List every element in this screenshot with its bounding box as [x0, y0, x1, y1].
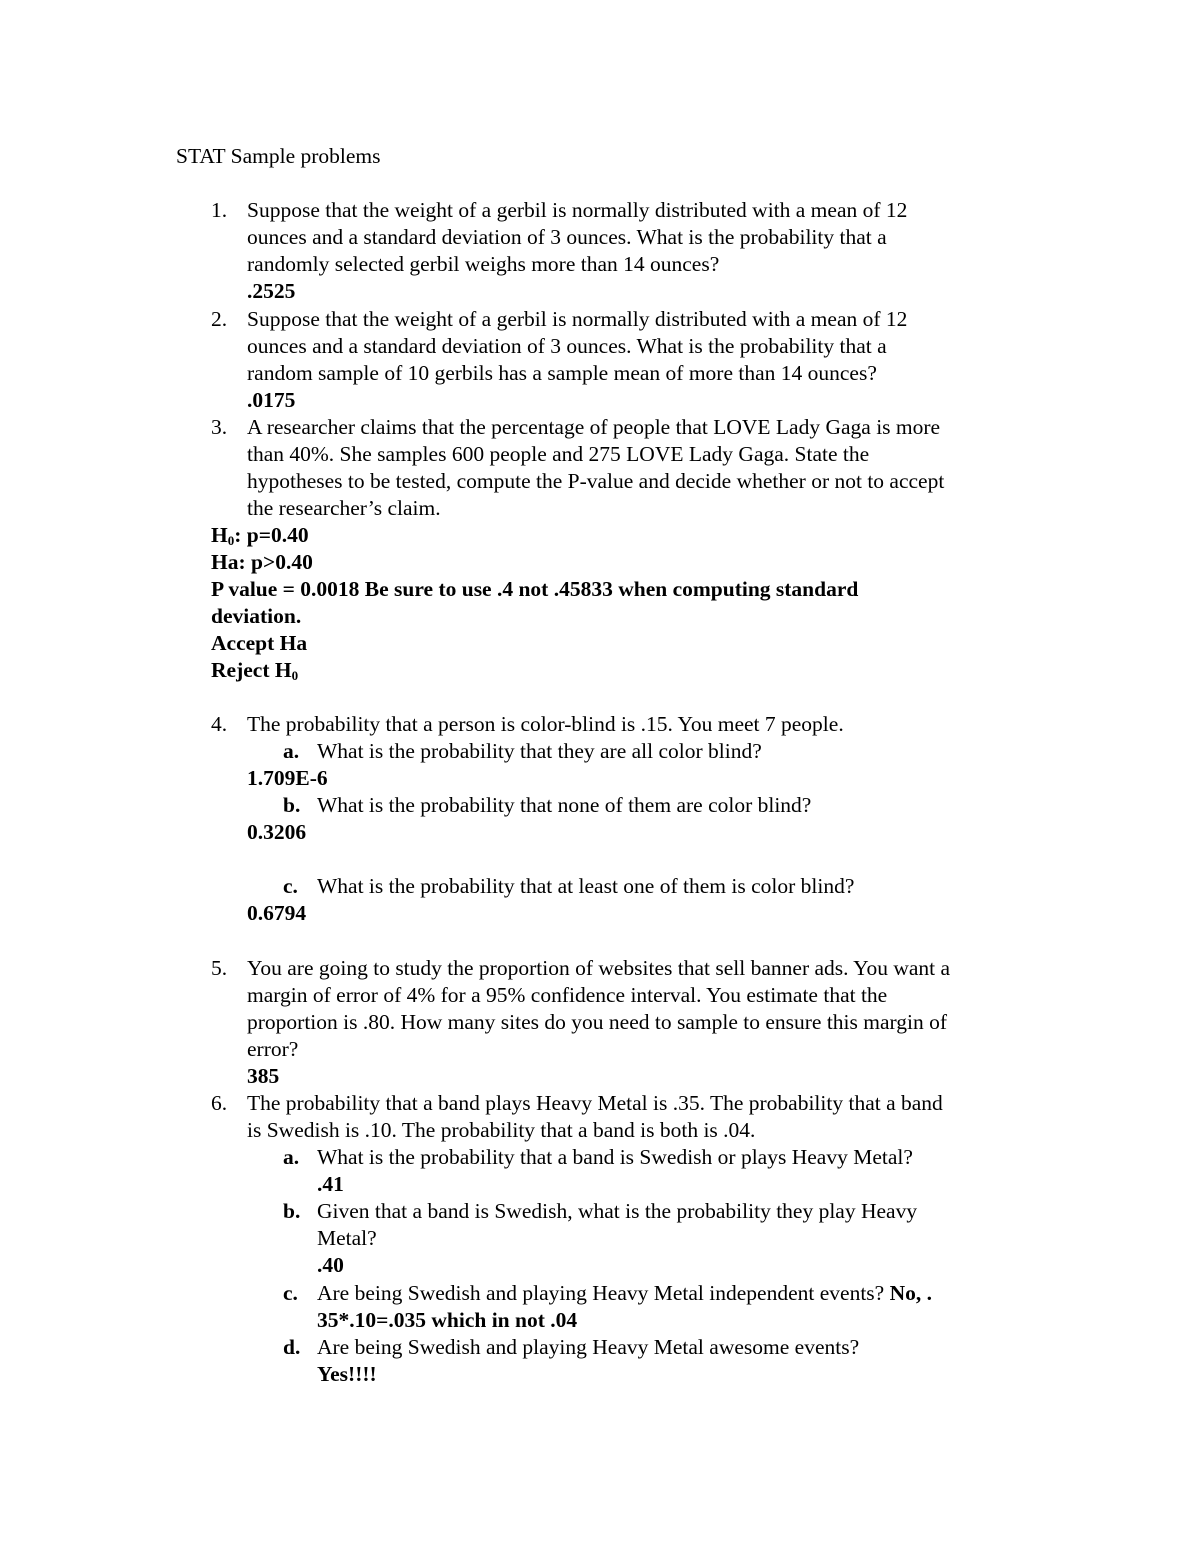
question-3-line-1: A researcher claims that the percentage of people that LOVE Lady Gaga is more: [247, 415, 941, 439]
page-title: STAT Sample problems: [176, 144, 381, 168]
question-1-line-2: ounces and a standard deviation of 3 ounces. What is the probability that a: [247, 225, 887, 249]
question-6-text: [247, 1090, 1047, 1144]
question-4b-answer: 0.3206: [247, 820, 307, 844]
question-1-number: 1.: [211, 198, 228, 222]
question-5-answer: 385: [247, 1064, 280, 1088]
null-hypothesis-h: H: [211, 523, 228, 547]
question-4a-text: What is the probability that they are all color blind?: [317, 739, 762, 763]
question-6c-answer-inline: No, .: [889, 1281, 932, 1305]
question-4-number: 4.: [211, 712, 228, 736]
question-6d-text: Are being Swedish and playing Heavy Metal awesome events?: [317, 1335, 860, 1359]
alternative-hypothesis: Ha: p>0.40: [211, 550, 313, 574]
question-6a-text: What is the probability that a band is Swedish or plays Heavy Metal?: [317, 1145, 913, 1169]
p-value-line-1: P value = 0.0018 Be sure to use .4 not .45833 when computing standard: [211, 577, 859, 601]
question-4b-text: What is the probability that none of them are color blind?: [317, 793, 812, 817]
question-6c-letter: c.: [283, 1281, 298, 1305]
question-6c-question: Are being Swedish and playing Heavy Metal independent events?: [317, 1281, 890, 1305]
question-6b-answer: .40: [317, 1253, 344, 1277]
question-5-line-2: margin of error of 4% for a 95% confidence interval. You estimate that the: [247, 983, 888, 1007]
question-4c-letter: c.: [283, 874, 298, 898]
question-6a-answer: .41: [317, 1172, 344, 1196]
question-4a-answer: 1.709E-6: [247, 766, 328, 790]
reject-h0-text: Reject H: [211, 658, 292, 682]
reject-h0-subscript: 0: [291, 668, 299, 683]
question-6b-text: [317, 1198, 1057, 1252]
question-2-text: [247, 306, 1047, 387]
null-hypothesis-subscript: 0: [227, 533, 235, 548]
question-6d-letter: d.: [283, 1335, 301, 1359]
question-3-line-4: the researcher’s claim.: [247, 496, 441, 520]
question-4-text: The probability that a person is color-blind is .15. You meet 7 people.: [247, 712, 844, 736]
question-5-number: 5.: [211, 956, 228, 980]
question-2-line-2: ounces and a standard deviation of 3 ounces. What is the probability that a: [247, 334, 887, 358]
question-4c-text: What is the probability that at least one of them is color blind?: [317, 874, 855, 898]
question-4a-letter: a.: [283, 739, 300, 763]
question-4c-answer: 0.6794: [247, 901, 307, 925]
question-6c-text: [317, 1280, 1057, 1307]
question-3-number: 3.: [211, 415, 228, 439]
null-hypothesis: [211, 522, 1091, 549]
question-6a-letter: a.: [283, 1145, 300, 1169]
question-6b-letter: b.: [283, 1199, 301, 1223]
question-5-line-4: error?: [247, 1037, 299, 1061]
question-6-number: 6.: [211, 1091, 228, 1115]
question-5-text: [247, 955, 1047, 1063]
question-2-answer: .0175: [247, 388, 296, 412]
p-value-line-2: deviation.: [211, 604, 302, 628]
question-4b-letter: b.: [283, 793, 301, 817]
question-3-text: [247, 414, 1047, 522]
question-6b-line-1: Given that a band is Swedish, what is the probability they play Heavy: [317, 1199, 918, 1223]
question-6d-answer: Yes!!!!: [317, 1362, 377, 1386]
question-6-line-1: The probability that a band plays Heavy Metal is .35. The probability that a band: [247, 1091, 943, 1115]
question-2-number: 2.: [211, 307, 228, 331]
question-6b-line-2: Metal?: [317, 1226, 377, 1250]
question-1-line-1: Suppose that the weight of a gerbil is normally distributed with a mean of 12: [247, 198, 908, 222]
question-1-line-3: randomly selected gerbil weighs more than 14 ounces?: [247, 252, 720, 276]
question-6c-answer: 35*.10=.035 which in not .04: [317, 1308, 578, 1332]
question-5-line-3: proportion is .80. How many sites do you need to sample to ensure this margin of: [247, 1010, 948, 1034]
reject-h0: [211, 657, 1091, 684]
question-6-line-2: is Swedish is .10. The probability that a band is both is .04.: [247, 1118, 756, 1142]
question-2-line-3: random sample of 10 gerbils has a sample mean of more than 14 ounces?: [247, 361, 877, 385]
question-3-line-3: hypotheses to be tested, compute the P-value and decide whether or not to accept: [247, 469, 945, 493]
null-hypothesis-value: : p=0.40: [234, 523, 309, 547]
question-3-line-2: than 40%. She samples 600 people and 275 LOVE Lady Gaga. State the: [247, 442, 870, 466]
question-2-line-1: Suppose that the weight of a gerbil is normally distributed with a mean of 12: [247, 307, 908, 331]
question-1-answer: .2525: [247, 279, 296, 303]
question-1-text: [247, 197, 1047, 278]
question-5-line-1: You are going to study the proportion of websites that sell banner ads. You want a: [247, 956, 951, 980]
accept-ha: Accept Ha: [211, 631, 308, 655]
